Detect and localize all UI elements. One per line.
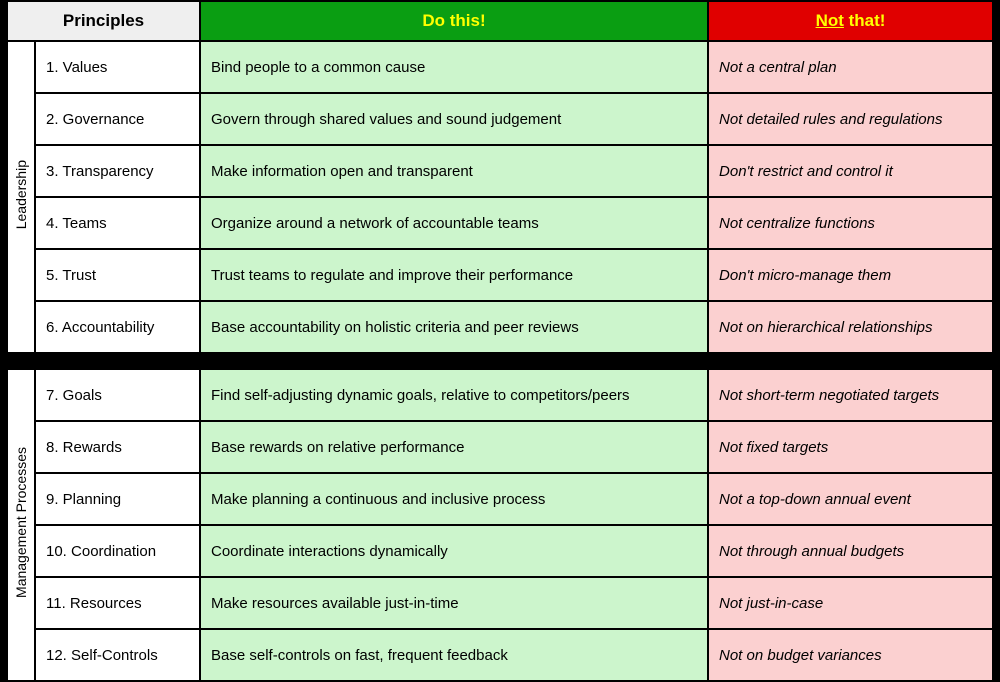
not-cell: Not detailed rules and regulations [709,94,994,146]
principle-cell: 1. Values [36,42,201,94]
principle-cell: 12. Self-Controls [36,630,201,682]
header-do-this: Do this! [201,0,709,42]
table-row [6,630,994,682]
not-cell: Don't restrict and control it [709,146,994,198]
not-cell: Not a top-down annual event [709,474,994,526]
do-cell: Coordinate interactions dynamically [201,526,709,578]
principle-cell: 8. Rewards [36,422,201,474]
not-cell: Not a central plan [709,42,994,94]
not-cell: Not fixed targets [709,422,994,474]
table-row [6,422,994,474]
do-cell: Bind people to a common cause [201,42,709,94]
do-cell: Organize around a network of accountable teams [201,198,709,250]
section-divider [0,354,1000,368]
principle-cell: 3. Transparency [36,146,201,198]
not-cell: Not through annual budgets [709,526,994,578]
principle-cell: 10. Coordination [36,526,201,578]
table-row [6,578,994,630]
table-row [6,526,994,578]
principle-cell: 11. Resources [36,578,201,630]
table-row [6,302,994,354]
side-label-leadership [6,42,36,354]
not-cell: Not on budget variances [709,630,994,682]
side-label-text: Leadership [13,159,29,230]
table-row [6,146,994,198]
principle-cell: 2. Governance [36,94,201,146]
principle-cell: 6. Accountability [36,302,201,354]
do-cell: Trust teams to regulate and improve their performance [201,250,709,302]
table-header-row [6,0,994,42]
principle-cell: 5. Trust [36,250,201,302]
table-row [6,94,994,146]
table-row [6,474,994,526]
side-label-text: Management Processes [13,447,29,598]
header-principles: Principles [6,0,201,42]
do-cell: Base accountability on holistic criteria and peer reviews [201,302,709,354]
header-not-underlined: Not [815,11,844,30]
principle-cell: 4. Teams [36,198,201,250]
management-processes-table [6,368,994,682]
side-label-management-processes [6,368,36,682]
do-cell: Base rewards on relative performance [201,422,709,474]
header-not-that [709,0,994,42]
not-cell: Not on hierarchical relationships [709,302,994,354]
do-cell: Base self-controls on fast, frequent feedback [201,630,709,682]
do-cell: Make planning a continuous and inclusive process [201,474,709,526]
do-cell: Make information open and transparent [201,146,709,198]
header-not-rest: that! [843,11,886,30]
table-row [6,368,994,422]
not-cell: Not just-in-case [709,578,994,630]
principle-cell: 9. Planning [36,474,201,526]
do-cell: Find self-adjusting dynamic goals, relative to competitors/peers [201,368,709,422]
principle-cell: 7. Goals [36,368,201,422]
leadership-table [6,0,994,354]
not-cell: Not centralize functions [709,198,994,250]
do-cell: Make resources available just-in-time [201,578,709,630]
table-row [6,42,994,94]
table-row [6,198,994,250]
do-cell: Govern through shared values and sound judgement [201,94,709,146]
not-cell: Don't micro-manage them [709,250,994,302]
table-row [6,250,994,302]
not-cell: Not short-term negotiated targets [709,368,994,422]
